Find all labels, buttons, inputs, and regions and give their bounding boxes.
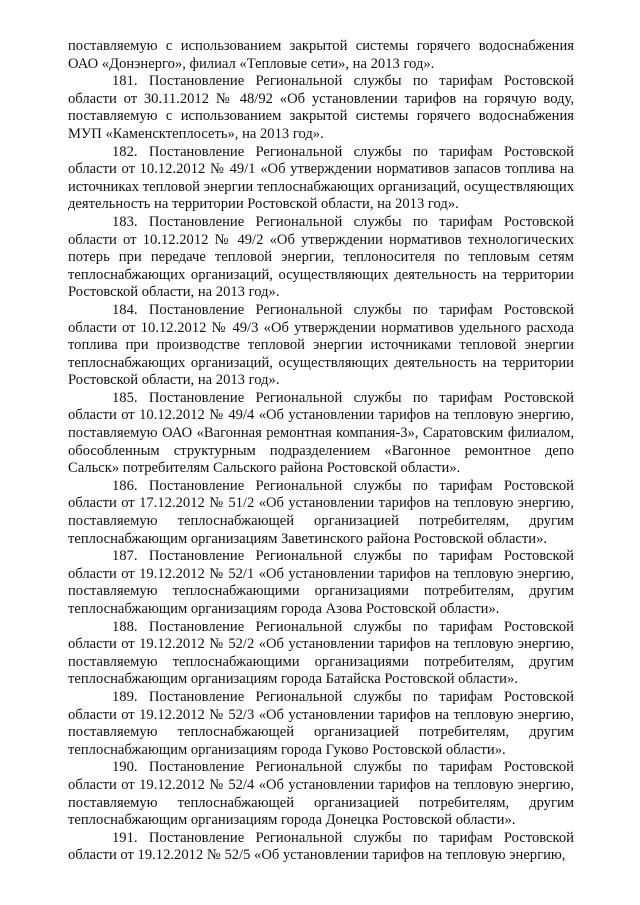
paragraph-item-189: 189. Постановление Региональной службы по тарифам Ростовской области от 19.12.2012 № 52/3 «Об установлении тарифов на тепловую энергию, поставляемую теплоснабжающей организацией потребителям, другим теплоснабжающим организациям города Гуково Ростовской области». (68, 688, 574, 758)
paragraph-item-183: 183. Постановление Региональной службы по тарифам Ростовской области от 10.12.2012 № 49/2 «Об утверждении нормативов технологических потерь при передаче тепловой энергии, теплоносителя по тепловым сетям теплоснабжающих организаций, осуществляющих деятельность на территории Ростовской области, на 2013 год». (68, 213, 574, 301)
paragraph-item-184: 184. Постановление Региональной службы по тарифам Ростовской области от 10.12.2012 № 49/3 «Об утверждении нормативов удельного расхода топлива при производстве тепловой энергии источниками тепловой энергии теплоснабжающих организаций, осуществляющих деятельность на территории Ростовской области, на 2013 год». (68, 301, 574, 389)
paragraph-continuation: поставляемую с использованием закрытой системы горячего водоснабжения ОАО «Донэнерго», филиал «Тепловые сети», на 2013 год». (68, 38, 574, 72)
paragraph-item-182: 182. Постановление Региональной службы по тарифам Ростовской области от 10.12.2012 № 49/1 «Об утверждении нормативов запасов топлива на источниках тепловой энергии теплоснабжающих организаций, осуществляющих деятельность на территории Ростовской области, на 2013 год». (68, 143, 574, 213)
paragraph-item-186: 186. Постановление Региональной службы по тарифам Ростовской области от 17.12.2012 № 51/2 «Об установлении тарифов на тепловую энергию, поставляемую теплоснабжающей организацией потребителям, другим теплоснабжающим организациям Заветинского района Ростовской области». (68, 477, 574, 547)
paragraph-item-181: 181. Постановление Региональной службы по тарифам Ростовской области от 30.11.2012 № 48/92 «Об установлении тарифов на горячую воду, поставляемую с использованием закрытой системы горячего водоснабжения МУП «Каменсктеплосеть», на 2013 год». (68, 73, 574, 142)
document-page (68, 38, 574, 865)
paragraph-item-188: 188. Постановление Региональной службы по тарифам Ростовской области от 19.12.2012 № 52/2 «Об установлении тарифов на тепловую энергию, поставляемую теплоснабжающими организациями потребителям, другим теплоснабжающим организациям города Батайска Ростовской области». (68, 618, 574, 688)
paragraph-item-190: 190. Постановление Региональной службы по тарифам Ростовской области от 19.12.2012 № 52/4 «Об установлении тарифов на тепловую энергию, поставляемую теплоснабжающей организацией потребителям, другим теплоснабжающим организациям города Донецка Ростовской области». (68, 759, 574, 829)
paragraph-item-191: 191. Постановление Региональной службы по тарифам Ростовской области от 19.12.2012 № 52/5 «Об установлении тарифов на тепловую энергию, (68, 829, 574, 864)
paragraph-item-187: 187. Постановление Региональной службы по тарифам Ростовской области от 19.12.2012 № 52/1 «Об установлении тарифов на тепловую энергию, поставляемую теплоснабжающими организациями потребителям, другим теплоснабжающим организациям города Азова Ростовской области». (68, 548, 574, 617)
paragraph-item-185: 185. Постановление Региональной службы по тарифам Ростовской области от 10.12.2012 № 49/4 «Об установлении тарифов на тепловую энергию, поставляемую ОАО «Вагонная ремонтная компания-3», Саратовским филиалом, обособленным структурным подразделением «Вагонное ремонтное депо Сальск» потребителям Сальского района Ростовской области». (68, 389, 574, 477)
